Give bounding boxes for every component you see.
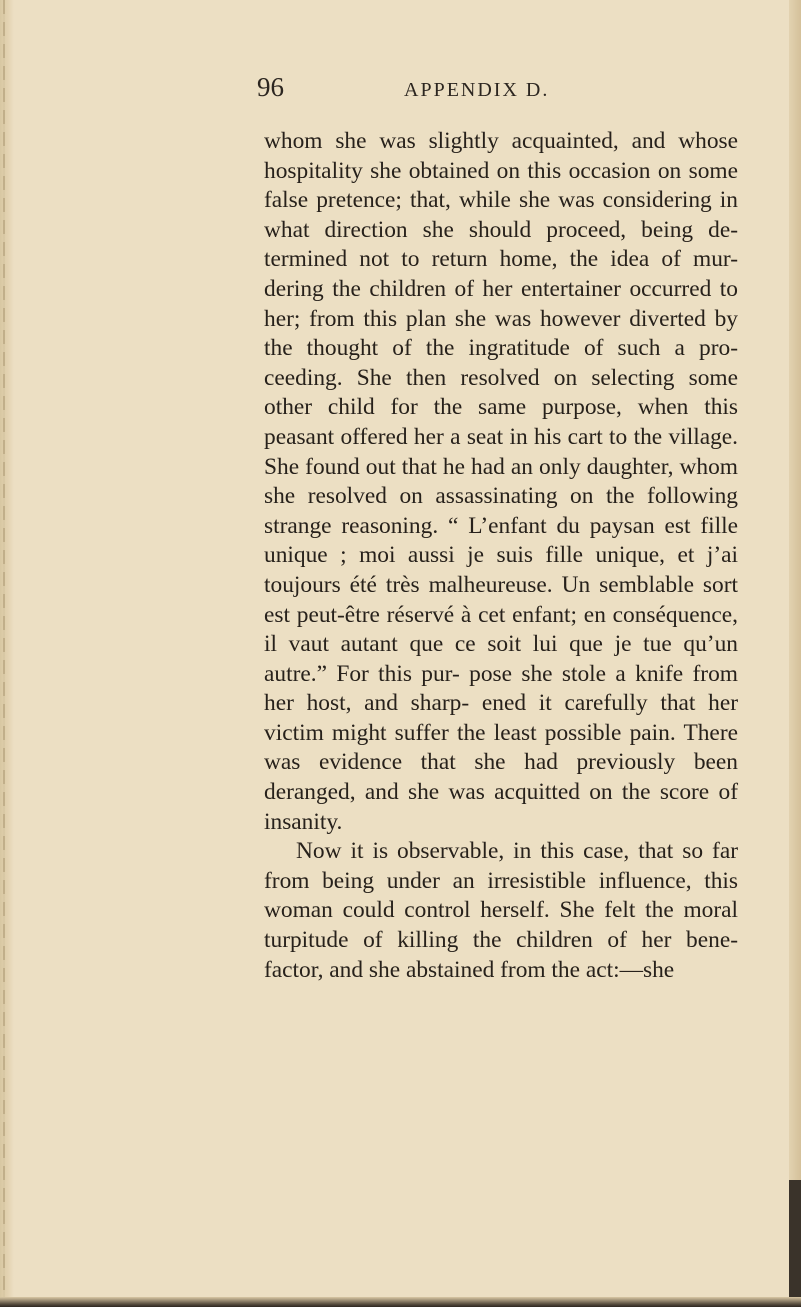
page-right-edge xyxy=(789,0,801,1307)
running-head: APPENDIX D. xyxy=(404,79,550,101)
body-text xyxy=(264,127,738,985)
page-bottom-edge xyxy=(0,1297,801,1307)
page-left-edge xyxy=(0,0,14,1307)
page-number: 96 xyxy=(257,72,284,102)
paragraph-1: whom she was slightly acquainted, and whose hospitality she obtained on this occasion on some false pretence; that, while she was considering in what direction she should proceed, being de- termined not to return home, the idea of mur- dering the children of her entertainer occurred to her; from this plan she was however diverted by the thought of the ingratitude of such a pro- ceeding. She then resolved on selecting some other child for the same purpose, when this peasant offered her a seat in his cart to the village. She found out that he had an only daughter, whom she resolved on assassinating on the following strange reasoning. “ L’enfant du paysan est fille unique ; moi aussi je suis fille unique, et j’ai toujours été très malheureuse. Un semblable sort est peut-être réservé à cet enfant; en conséquence, il vaut autant que ce soit lui que je tue qu’un autre.” For this pur- pose she stole a knife from her host, and sharp- ened it carefully that her victim might suffer the least possible pain. There was evidence that she had previously been deranged, and she was acquitted on the score of insanity. xyxy=(264,128,738,835)
page-header xyxy=(0,72,801,112)
paragraph-2: Now it is observable, in this case, that so far from being under an irresistible influence, this woman could control herself. She felt the moral turpitude of killing the children of her bene- factor, and she abstained from the act:—she xyxy=(264,838,738,983)
